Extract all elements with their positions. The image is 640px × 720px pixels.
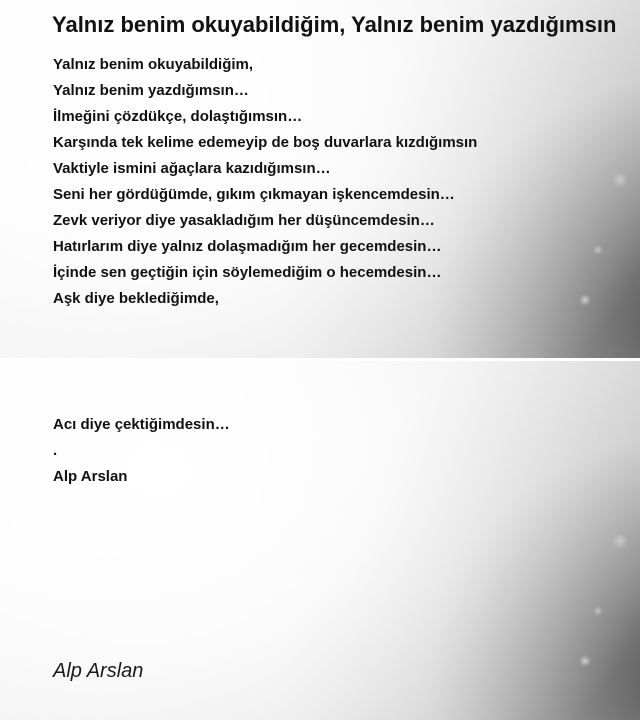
poem-title: Yalnız benim okuyabildiğim, Yalnız benim yazdığımsın <box>52 12 617 37</box>
author-signature: Alp Arslan <box>53 660 144 682</box>
poem-line: Seni her gördüğümde, gıkım çıkmayan işkencemdesin… <box>53 186 455 203</box>
poem-line: Vaktiyle ismini ağaçlara kazıdığımsın… <box>53 160 331 177</box>
poem-line: Yalnız benim yazdığımsın… <box>53 82 249 99</box>
poem-line: Yalnız benim okuyabildiğim, <box>53 56 254 73</box>
poem-line: Acı diye çektiğimdesin… <box>53 416 230 433</box>
poem-separator-dot: . <box>53 442 58 459</box>
poem-line: İçinde sen geçtiğin için söylemediğim o hecemdesin… <box>53 264 442 281</box>
poem-line: İlmeğini çözdükçe, dolaştığımsın… <box>53 108 303 125</box>
poem-author: Alp Arslan <box>53 468 128 485</box>
poem-line: Aşk diye beklediğimde, <box>53 290 219 307</box>
poem-line: Karşında tek kelime edemeyip de boş duvarlara kızdığımsın <box>53 134 478 151</box>
poem-line: Hatırlarım diye yalnız dolaşmadığım her gecemdesin… <box>53 238 442 255</box>
poem-line: Zevk veriyor diye yasakladığım her düşüncemdesin… <box>53 212 435 229</box>
